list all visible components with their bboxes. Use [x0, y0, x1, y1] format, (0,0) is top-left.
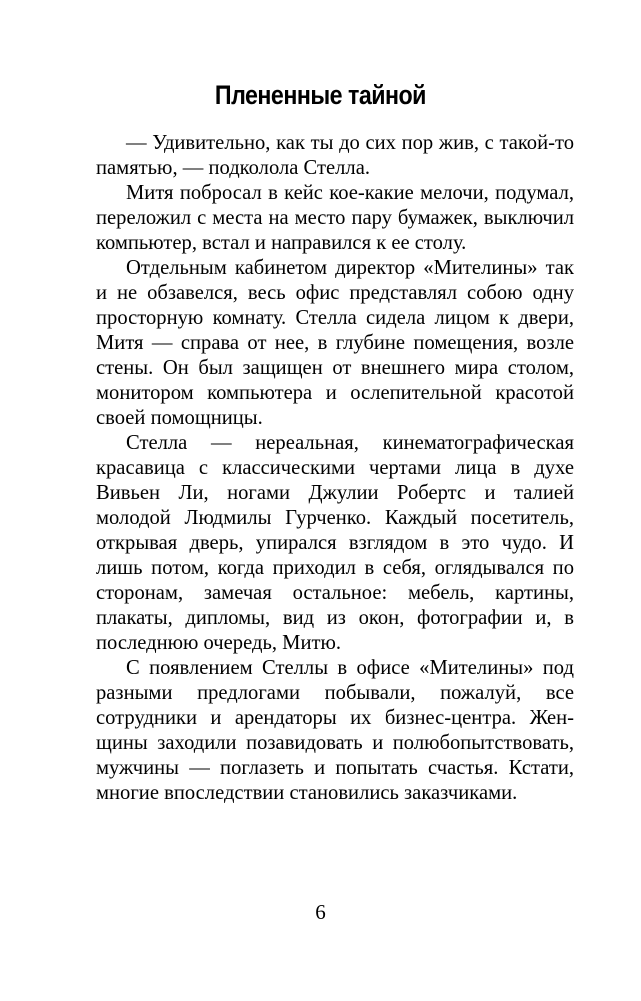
body-text: [96, 131, 574, 806]
paragraph: Митя побросал в кейс кое-какие мелочи, подумал, переложил с места на место пару бумажек, выключил компьютер, встал и направился к ее столу.: [96, 182, 574, 254]
paragraph: — Удивительно, как ты до сих пор жив, с такой-то памятью, — подколола Стелла.: [96, 132, 574, 179]
paragraph: Стелла — нереальная, кинематографическая красавица с классическими чертами лица в духе Вивьен Ли, ногами Джулии Робертс и талией молодой Людмилы Гурченко. Каждый посетитель, открывая дверь, упирался взглядом в это чудо. И лишь потом, когда приходил в себя, оглядывался по сторонам, замечая остальное: мебель, картины, плакаты, дипломы, вид из окон, фотографии и, в последнюю очередь, Митю.: [96, 432, 574, 654]
paragraph: С появлением Стеллы в офисе «Мителины» под разными предлогами побывали, пожалуй, все сотрудники и арендаторы их бизнес-центра. Женщины заходили позавидовать и полюбопытствовать, мужчины — поглазеть и попытать счастья. Кстати, многие впоследствии становились заказчиками.: [96, 657, 574, 804]
paragraph: Отдельным кабинетом директор «Мителины» так и не обзавелся, весь офис представлял собою одну просторную комнату. Стелла сидела лицом к двери, Митя — справа от нее, в глубине помещения, возле стены. Он был защищен от внешнего мира столом, монитором компьютера и ослепительной красотой своей помощницы.: [96, 257, 574, 429]
running-header-title: Плененные тайной: [214, 80, 426, 110]
page-number: 6: [315, 900, 326, 924]
